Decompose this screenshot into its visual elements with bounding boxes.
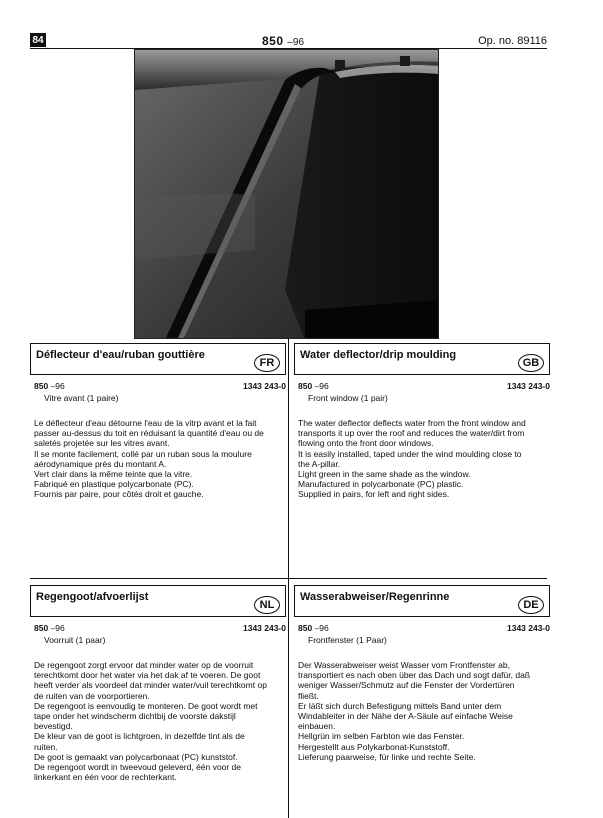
- section-title: Déflecteur d'eau/ruban gouttière: [36, 349, 205, 361]
- model-years: –96: [287, 37, 305, 48]
- model-name: 850: [262, 34, 284, 48]
- section-meta: [30, 623, 286, 635]
- section-subtitle: Vitre avant (1 paire): [44, 393, 119, 403]
- section-body: Der Wasserabweiser weist Wasser vom Frontfenster ab, transportiert es nach oben über das Dach und sogt dafür, daß weniger Wasser/Schmutz auf die Fenster der Vordertüren fließt. Er läßt sich durch Befestigung mittels Band unter dem Windableiter in der Nähe der A-Säule auf einfache Weise einbauen. Hellgrün im selben Farbton wie das Fenster. Hergestellt aus Polykarbonat-Kunststoff. Lieferung paarweise, für linke und rechte Seite.: [298, 660, 531, 762]
- section-subtitle: Voorruit (1 paar): [44, 635, 106, 645]
- section-de: [294, 585, 550, 762]
- section-gb: [294, 343, 550, 500]
- language-badge: NL: [254, 596, 280, 614]
- page-number-badge: 84: [30, 33, 46, 47]
- section-model: 850 –96: [298, 381, 329, 391]
- part-number: 1343 243-0: [506, 381, 550, 391]
- section-body: The water deflector deflects water from the front window and transports it up over the roof and reduces the water/dirt from flowing onto the front door windows. It is easily installed, taped under the wind moulding close to the A-pillar. Light green in the same shade as the window. Manufactured in polycarbonate (PC) plastic. Supplied in pairs, for left and right sides.: [298, 418, 526, 500]
- part-number: 1343 243-0: [242, 381, 286, 391]
- part-number: 1343 243-0: [242, 623, 286, 633]
- language-badge: FR: [254, 354, 280, 372]
- section-title-box: [30, 343, 286, 375]
- section-title-box: [294, 585, 550, 617]
- model-heading: [262, 34, 304, 48]
- section-title-box: [294, 343, 550, 375]
- section-body: Le déflecteur d'eau détourne l'eau de la vitrp avant et la fait passer au-dessus du toit en réduisant la quantité d'eau ou de saletés projetée sur les vitres avant. Il se monte facilement, collé par un ruban sous la moulure aérodynamique près du montant A. Vert clair dans la même teinte que la vitre. Fabriqué en plastique polycarbonate (PC). Fournis par paire, pour côtés droit et gauche.: [34, 418, 264, 500]
- row-divider: [30, 578, 547, 579]
- section-title-box: [30, 585, 286, 617]
- windshield-pillar-illustration: [135, 50, 439, 339]
- section-nl: [30, 585, 286, 782]
- part-number: 1343 243-0: [506, 623, 550, 633]
- section-subtitle: Frontfenster (1 Paar): [308, 635, 387, 645]
- language-badge: GB: [518, 354, 544, 372]
- section-title: Water deflector/drip moulding: [300, 349, 457, 361]
- language-badge: DE: [518, 596, 544, 614]
- op-number: Op. no. 89116: [478, 35, 547, 47]
- section-title: Wasserabweiser/Regenrinne: [300, 591, 450, 603]
- section-fr: [30, 343, 286, 500]
- section-subtitle: Front window (1 pair): [308, 393, 388, 403]
- section-meta: [30, 381, 286, 393]
- section-model: 850 –96: [298, 623, 329, 633]
- section-body: De regengoot zorgt ervoor dat minder water op de voorruit terechtkomt door het water via het dak af te voeren. De goot heeft verder als voordeel dat minder water/vuil terechtkomt op de ruiten van de voorportieren. De regengoot is eenvoudig te monteren. De goot wordt met tape onder het windscherm dichtbij de voorste dakstijl bevestigd. De kleur van de goot is lichtgroen, in dezelfde tint als de ruiten. De goot is gemaakt van polycarbonaat (PC) kunststof. De regengoot wordt in tweevoud geleverd, één voor de linkerkant en één voor de rechterkant.: [34, 660, 267, 783]
- section-model: 850 –96: [34, 623, 65, 633]
- section-meta: [294, 381, 550, 393]
- section-title: Regengoot/afvoerlijst: [36, 591, 149, 603]
- product-photo: [134, 49, 439, 339]
- section-meta: [294, 623, 550, 635]
- section-model: 850 –96: [34, 381, 65, 391]
